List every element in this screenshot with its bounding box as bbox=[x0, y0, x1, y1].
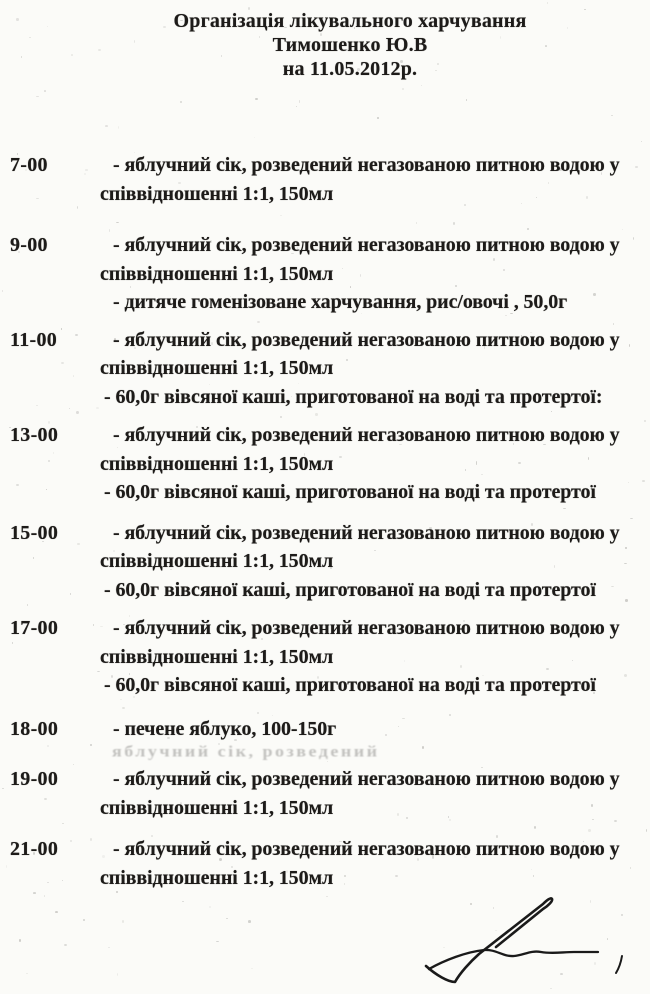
entry-lines bbox=[100, 614, 645, 700]
time-label: 15-00 bbox=[10, 521, 59, 544]
menu-item-line: співвідношенні 1:1, 150мл bbox=[100, 550, 334, 572]
time-label: 21-00 bbox=[10, 838, 59, 860]
menu-item-line: співвідношенні 1:1, 150мл bbox=[100, 262, 334, 285]
patient-name: Тимошенко Ю.В bbox=[272, 34, 428, 56]
time-label: 7-00 bbox=[10, 154, 48, 176]
menu-item-line: - яблучний сік, розведений негазованою питною водою у bbox=[113, 768, 620, 790]
menu-item-line: - печене яблуко, 100-150г bbox=[113, 717, 337, 740]
menu-item-line: - яблучний сік, розведений негазованою питною водою у bbox=[113, 521, 620, 544]
menu-item-line: - яблучний сік, розведений негазованою питною водою у bbox=[113, 617, 620, 639]
menu-item-line: співвідношенні 1:1, 150мл bbox=[100, 357, 334, 379]
menu-item-line: - 60,0г вівсяної каші, приготованої на воді та протертої bbox=[104, 674, 596, 696]
time-label: 18-00 bbox=[10, 717, 59, 740]
schedule-entry bbox=[0, 421, 650, 507]
menu-item-line: співвідношенні 1:1, 150мл bbox=[100, 645, 334, 668]
menu-item-line: - 60,0г вівсяної каші, приготованої на воді та протертої: bbox=[104, 385, 603, 408]
entry-lines bbox=[100, 765, 645, 822]
menu-item-line: - яблучний сік, розведений негазованою питною водою у bbox=[113, 234, 620, 256]
faded-misprint-text: яблучний сік, розведений bbox=[112, 742, 380, 761]
schedule-entry bbox=[0, 231, 650, 317]
menu-item-line: співвідношенні 1:1, 150мл bbox=[100, 182, 334, 205]
entry-lines bbox=[100, 715, 645, 744]
handwritten-signature bbox=[300, 870, 650, 994]
menu-item-line: співвідношенні 1:1, 150мл bbox=[100, 866, 334, 889]
menu-item-line: - яблучний сік, розведений негазованою питною водою у bbox=[113, 424, 620, 446]
schedule-entry bbox=[0, 765, 650, 822]
entry-lines bbox=[100, 231, 645, 317]
menu-item-line: - 60,0г вівсяної каші, приготованої на воді та протертої bbox=[104, 481, 596, 503]
menu-item-line: - дитяче гоменізоване харчування, рис/овочі , 50,0г bbox=[113, 291, 568, 313]
time-label: 9-00 bbox=[10, 234, 48, 256]
schedule-entry bbox=[0, 326, 650, 412]
entry-lines bbox=[100, 519, 645, 605]
schedule-entry bbox=[0, 519, 650, 605]
entry-lines bbox=[100, 326, 645, 412]
schedule-entry bbox=[0, 151, 650, 208]
document-date: на 11.05.2012р. bbox=[282, 58, 418, 80]
feeding-schedule bbox=[0, 151, 650, 892]
schedule-entry bbox=[0, 715, 650, 744]
menu-item-line: - яблучний сік, розведений негазованою питною водою у bbox=[113, 838, 620, 860]
time-label: 19-00 bbox=[10, 768, 59, 790]
time-label: 17-00 bbox=[10, 617, 59, 639]
menu-item-line: співвідношенні 1:1, 150мл bbox=[100, 452, 334, 475]
entry-lines bbox=[100, 151, 645, 208]
entry-lines bbox=[100, 421, 645, 507]
menu-item-line: співвідношенні 1:1, 150мл bbox=[100, 796, 334, 819]
schedule-entry bbox=[0, 614, 650, 700]
time-label: 11-00 bbox=[10, 328, 58, 351]
time-label: 13-00 bbox=[10, 424, 59, 446]
document-title: Організація лікувального харчування bbox=[173, 10, 527, 32]
menu-item-line: - яблучний сік, розведений негазованою питною водою у bbox=[113, 154, 620, 176]
menu-item-line: - 60,0г вівсяної каші, приготованої на воді та протертої bbox=[104, 578, 596, 601]
document-header bbox=[50, 0, 650, 81]
menu-item-line: - яблучний сік, розведений негазованою питною водою у bbox=[113, 328, 620, 351]
